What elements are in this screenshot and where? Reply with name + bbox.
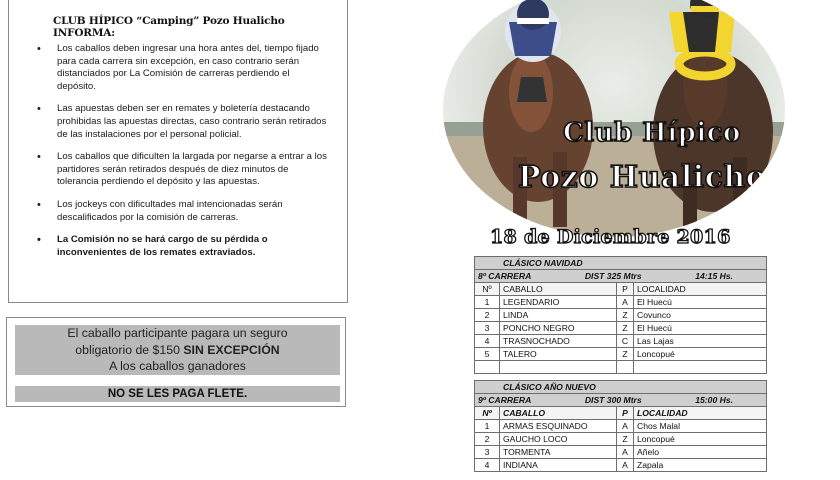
- cell-p: A: [617, 296, 634, 309]
- club-name-line-2: Pozo Hualicho: [518, 160, 767, 195]
- cell-horse: ARMAS ESQUINADO: [500, 420, 617, 433]
- spacer-cell: [634, 361, 767, 374]
- table-row: [475, 309, 767, 322]
- race-distance: DIST 300 Mtrs: [584, 394, 642, 405]
- col-header-locality: LOCALIDAD: [634, 283, 767, 296]
- no-freight-banner: NO SE LES PAGA FLETE.: [15, 386, 340, 402]
- cell-locality: Las Lajas: [634, 335, 767, 348]
- rule-item: [29, 151, 329, 189]
- race-meta-cell: [475, 270, 767, 283]
- cell-number: 3: [475, 446, 500, 459]
- rule-text: Las apuestas deben ser en remates y boletería destacando prohibidas las apuestas directas, caso contrario serán retirados de las instalaciones por el personal policial.: [57, 103, 327, 140]
- rule-text: La Comisión no se hará cargo de su pérdida o inconvenientes de los remates extraviados.: [57, 234, 268, 258]
- notice-club-name: CLUB HÍPICO “Camping” Pozo Hualicho: [53, 15, 285, 27]
- col-header-number: Nº: [475, 283, 500, 296]
- event-date: 18 de Diciembre 2016: [490, 226, 731, 248]
- cell-number: 5: [475, 348, 500, 361]
- table-row: [475, 433, 767, 446]
- insurance-line-2: [15, 342, 340, 359]
- race-time: 14:15 Hs.: [695, 270, 733, 281]
- table-row: [475, 446, 767, 459]
- spacer-cell: [617, 361, 634, 374]
- table-row: [475, 420, 767, 433]
- cell-number: 1: [475, 420, 500, 433]
- table-header-row: [475, 407, 767, 420]
- rule-item: [29, 43, 329, 93]
- cell-horse: LEGENDARIO: [500, 296, 617, 309]
- cell-locality: El Huecú: [634, 322, 767, 335]
- spacer-cell: [475, 361, 500, 374]
- cell-p: C: [617, 335, 634, 348]
- race-title-row: [475, 257, 767, 270]
- cell-locality: Chos Malal: [634, 420, 767, 433]
- cell-horse: GAUCHO LOCO: [500, 433, 617, 446]
- cell-number: 2: [475, 309, 500, 322]
- cell-number: 2: [475, 433, 500, 446]
- race-table-ano-nuevo: [474, 380, 767, 472]
- insurance-line-1: El caballo participante pagara un seguro: [67, 326, 288, 340]
- cell-p: Z: [617, 348, 634, 361]
- cell-horse: TORMENTA: [500, 446, 617, 459]
- spacer-cell: [500, 361, 617, 374]
- race-title-row: [475, 381, 767, 394]
- table-spacer-row: [475, 361, 767, 374]
- cell-p: A: [617, 459, 634, 472]
- col-header-number: Nº: [475, 407, 500, 420]
- race-number: 9º CARRERA: [478, 394, 532, 405]
- cell-locality: Loncopué: [634, 348, 767, 361]
- cell-horse: LINDA: [500, 309, 617, 322]
- table-row: [475, 348, 767, 361]
- col-header-p: P: [617, 283, 634, 296]
- col-header-horse: CABALLO: [500, 283, 617, 296]
- insurance-amount: obligatorio de $150: [75, 342, 184, 357]
- table-row: [475, 322, 767, 335]
- race-meta-row: [475, 270, 767, 283]
- table-row: [475, 459, 767, 472]
- race-meta: [478, 395, 763, 406]
- cell-number: 3: [475, 322, 500, 335]
- insurance-no-exception: SIN EXCEPCIÓN: [183, 342, 280, 357]
- rule-item: [29, 234, 329, 259]
- table-header-row: [475, 283, 767, 296]
- race-distance: DIST 325 Mtrs: [584, 270, 642, 281]
- cell-p: Z: [617, 322, 634, 335]
- race-title: CLÁSICO AÑO NUEVO: [475, 381, 767, 394]
- rule-text: Los jockeys con dificultades mal intencionadas serán descalificados por la comisión de carreras.: [57, 198, 283, 223]
- race-number: 8º CARRERA: [478, 270, 532, 281]
- notice-informa: INFORMA:: [53, 27, 115, 39]
- cell-p: Z: [617, 309, 634, 322]
- race-meta: [478, 271, 763, 282]
- cell-locality: Loncopué: [634, 433, 767, 446]
- cell-number: 4: [475, 335, 500, 348]
- insurance-banner: [15, 325, 340, 375]
- col-header-horse: CABALLO: [500, 407, 617, 420]
- col-header-locality: LOCALIDAD: [634, 407, 767, 420]
- cell-horse: TALERO: [500, 348, 617, 361]
- table-row: [475, 296, 767, 309]
- cell-locality: Añelo: [634, 446, 767, 459]
- insurance-line-3: A los caballos ganadores: [109, 359, 246, 373]
- race-table-navidad: [474, 256, 767, 374]
- cell-locality: Covunco: [634, 309, 767, 322]
- cell-locality: El Huecú: [634, 296, 767, 309]
- race-meta-row: [475, 394, 767, 407]
- bullet-icon: •: [37, 103, 41, 116]
- table-row: [475, 335, 767, 348]
- cell-horse: TRASNOCHADO: [500, 335, 617, 348]
- race-time: 15:00 Hs.: [695, 394, 733, 405]
- bullet-icon: •: [37, 234, 41, 247]
- horse-race-photo: [443, 0, 785, 237]
- race-title: CLÁSICO NAVIDAD: [475, 257, 767, 270]
- col-header-p: P: [617, 407, 634, 420]
- cell-p: Z: [617, 433, 634, 446]
- rule-text: Los caballos que dificulten la largada por negarse a entrar a los partidores serán retirados después de diez minutos de tolerancia perdiendo el depósito y las apuestas.: [57, 151, 327, 188]
- rule-item: [29, 199, 329, 224]
- club-name-line-1: Club Hípico: [563, 118, 741, 148]
- cell-horse: INDIANA: [500, 459, 617, 472]
- bullet-icon: •: [37, 43, 41, 55]
- cell-p: A: [617, 420, 634, 433]
- rule-text: Los caballos deben ingresar una hora antes del, tiempo fijado para cada carrera sin excepción, en caso contrario serán distanciados por La Comisión de carreras perdiendo el depósito.: [57, 43, 319, 92]
- rule-item: [29, 103, 329, 141]
- cell-locality: Zapala: [634, 459, 767, 472]
- notice-title: [53, 15, 285, 39]
- cell-horse: PONCHO NEGRO: [500, 322, 617, 335]
- bullet-icon: •: [37, 198, 41, 211]
- rules-notice-box: [8, 0, 348, 303]
- rules-list: [29, 43, 329, 269]
- race-meta-cell: [475, 394, 767, 407]
- cell-p: A: [617, 446, 634, 459]
- cell-number: 1: [475, 296, 500, 309]
- bullet-icon: •: [37, 151, 41, 164]
- insurance-notice-box: [6, 317, 346, 407]
- cell-number: 4: [475, 459, 500, 472]
